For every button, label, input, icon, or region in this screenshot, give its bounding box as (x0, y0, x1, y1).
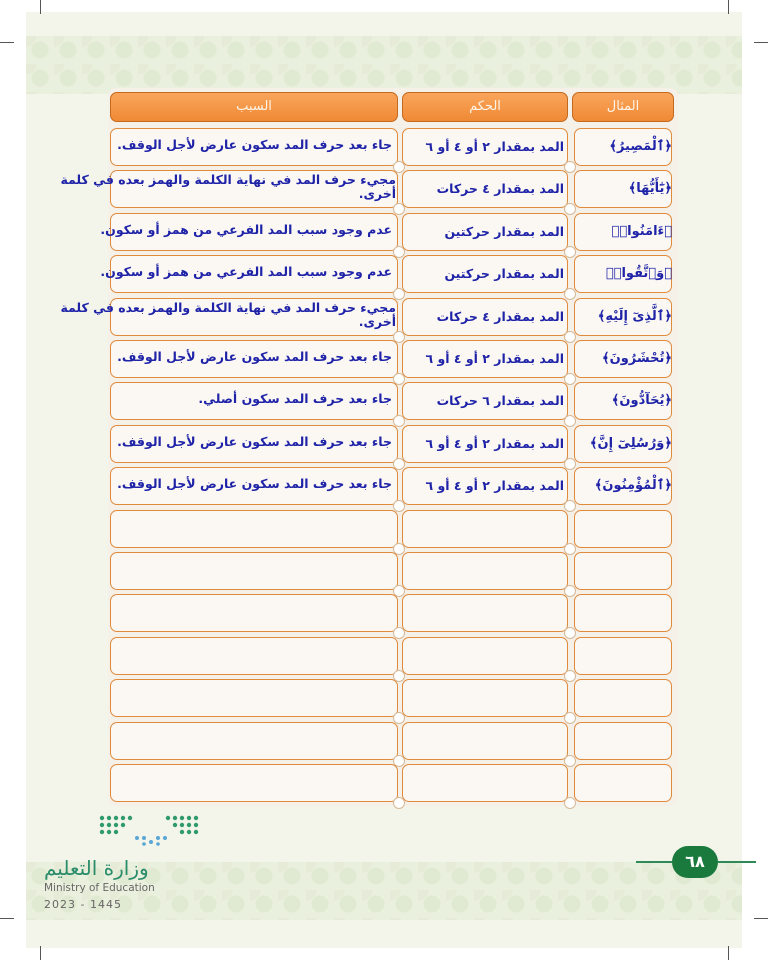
cell-example (574, 722, 672, 760)
crop-mark (754, 42, 768, 43)
cell-reason (110, 764, 398, 802)
reason-text: مجيء حرف المد في نهاية الكلمة والهمز بعده في كلمة أخرى. (60, 172, 396, 201)
ruling-text: المد بمقدار حركتين (444, 266, 564, 281)
connector-dot (564, 500, 576, 512)
crop-mark (728, 946, 729, 960)
connector-dot (564, 203, 576, 215)
reason-text: جاء بعد حرف المد سكون عارض لأجل الوقف. (117, 476, 392, 491)
example-text: ﴿ٱلَّذِىٓ إِلَيْهِ﴾ (597, 309, 672, 324)
cell-reason (110, 722, 398, 760)
ministry-name-arabic: وزارة التعليم (44, 856, 149, 880)
cell-example (574, 637, 672, 675)
reason-text: جاء بعد حرف المد سكون عارض لأجل الوقف. (117, 434, 392, 449)
example-text: ﴿يَٰٓأَيُّهَا﴾ (628, 181, 672, 196)
ruling-text: المد بمقدار ٢ أو ٤ أو ٦ (425, 139, 564, 154)
ruling-text: المد بمقدار ٦ حركات (436, 393, 564, 408)
example-text: ﴿ءَامَنُوا۟﴾ (611, 224, 672, 239)
connector-dot (564, 627, 576, 639)
cell-ruling (402, 552, 568, 590)
connector-dot (564, 288, 576, 300)
crop-mark (754, 918, 768, 919)
ruling-text: المد بمقدار ٤ حركات (436, 181, 564, 196)
cell-reason (110, 679, 398, 717)
reason-text: جاء بعد حرف المد سكون عارض لأجل الوقف. (117, 137, 392, 152)
vision-dots-logo (98, 812, 204, 848)
crop-mark (0, 42, 14, 43)
cell-example (574, 679, 672, 717)
ruling-text: المد بمقدار ٤ حركات (436, 309, 564, 324)
cell-example (574, 764, 672, 802)
crop-mark (40, 0, 41, 14)
cell-ruling (402, 510, 568, 548)
ruling-text: المد بمقدار حركتين (444, 224, 564, 239)
cell-reason (110, 637, 398, 675)
cell-ruling (402, 722, 568, 760)
example-text: ﴿ٱلْمَصِيرُ﴾ (609, 139, 672, 154)
connector-dot (564, 712, 576, 724)
crop-mark (40, 946, 41, 960)
reason-text: جاء بعد حرف المد سكون عارض لأجل الوقف. (117, 349, 392, 364)
cell-ruling (402, 764, 568, 802)
example-text: ﴿وَٱتَّقُوا۟﴾ (605, 266, 672, 281)
connector-dot (564, 415, 576, 427)
ruling-text: المد بمقدار ٢ أو ٤ أو ٦ (425, 478, 564, 493)
cell-ruling (402, 594, 568, 632)
cell-example (574, 510, 672, 548)
cell-reason (110, 510, 398, 548)
header-ruling: الحكم (402, 92, 568, 122)
connector-dot (393, 797, 405, 809)
crop-mark (728, 0, 729, 14)
header-example: المثال (572, 92, 674, 122)
ministry-name-english: Ministry of Education (44, 882, 155, 894)
example-text: ﴿وَرُسُلِىٓ إِنَّ﴾ (589, 436, 672, 451)
academic-year: 2023 - 1445 (44, 898, 122, 911)
example-text: ﴿ٱلْمُؤْمِنُونَ﴾ (594, 478, 672, 493)
reason-text: عدم وجود سبب المد الفرعي من همز أو سكون. (100, 222, 392, 237)
cell-example (574, 552, 672, 590)
cell-reason (110, 552, 398, 590)
cell-ruling (402, 679, 568, 717)
cell-ruling (402, 637, 568, 675)
page-number-line-left (636, 861, 672, 863)
reason-text: جاء بعد حرف المد سكون أصلي. (198, 391, 392, 406)
reason-text: مجيء حرف المد في نهاية الكلمة والهمز بعده في كلمة أخرى. (60, 300, 396, 329)
top-ornament-band (26, 36, 742, 94)
header-reason: السبب (110, 92, 398, 122)
cell-reason (110, 594, 398, 632)
example-text: ﴿تُحْشَرُونَ﴾ (602, 351, 672, 366)
cell-example (574, 594, 672, 632)
ruling-text: المد بمقدار ٢ أو ٤ أو ٦ (425, 436, 564, 451)
reason-text: عدم وجود سبب المد الفرعي من همز أو سكون. (100, 264, 392, 279)
page-number-badge: ٦٨ (672, 846, 718, 878)
example-text: ﴿يُحَآدُّونَ﴾ (611, 393, 672, 408)
crop-mark (0, 918, 14, 919)
page-number-line-right (718, 861, 756, 863)
ruling-text: المد بمقدار ٢ أو ٤ أو ٦ (425, 351, 564, 366)
connector-dot (564, 797, 576, 809)
